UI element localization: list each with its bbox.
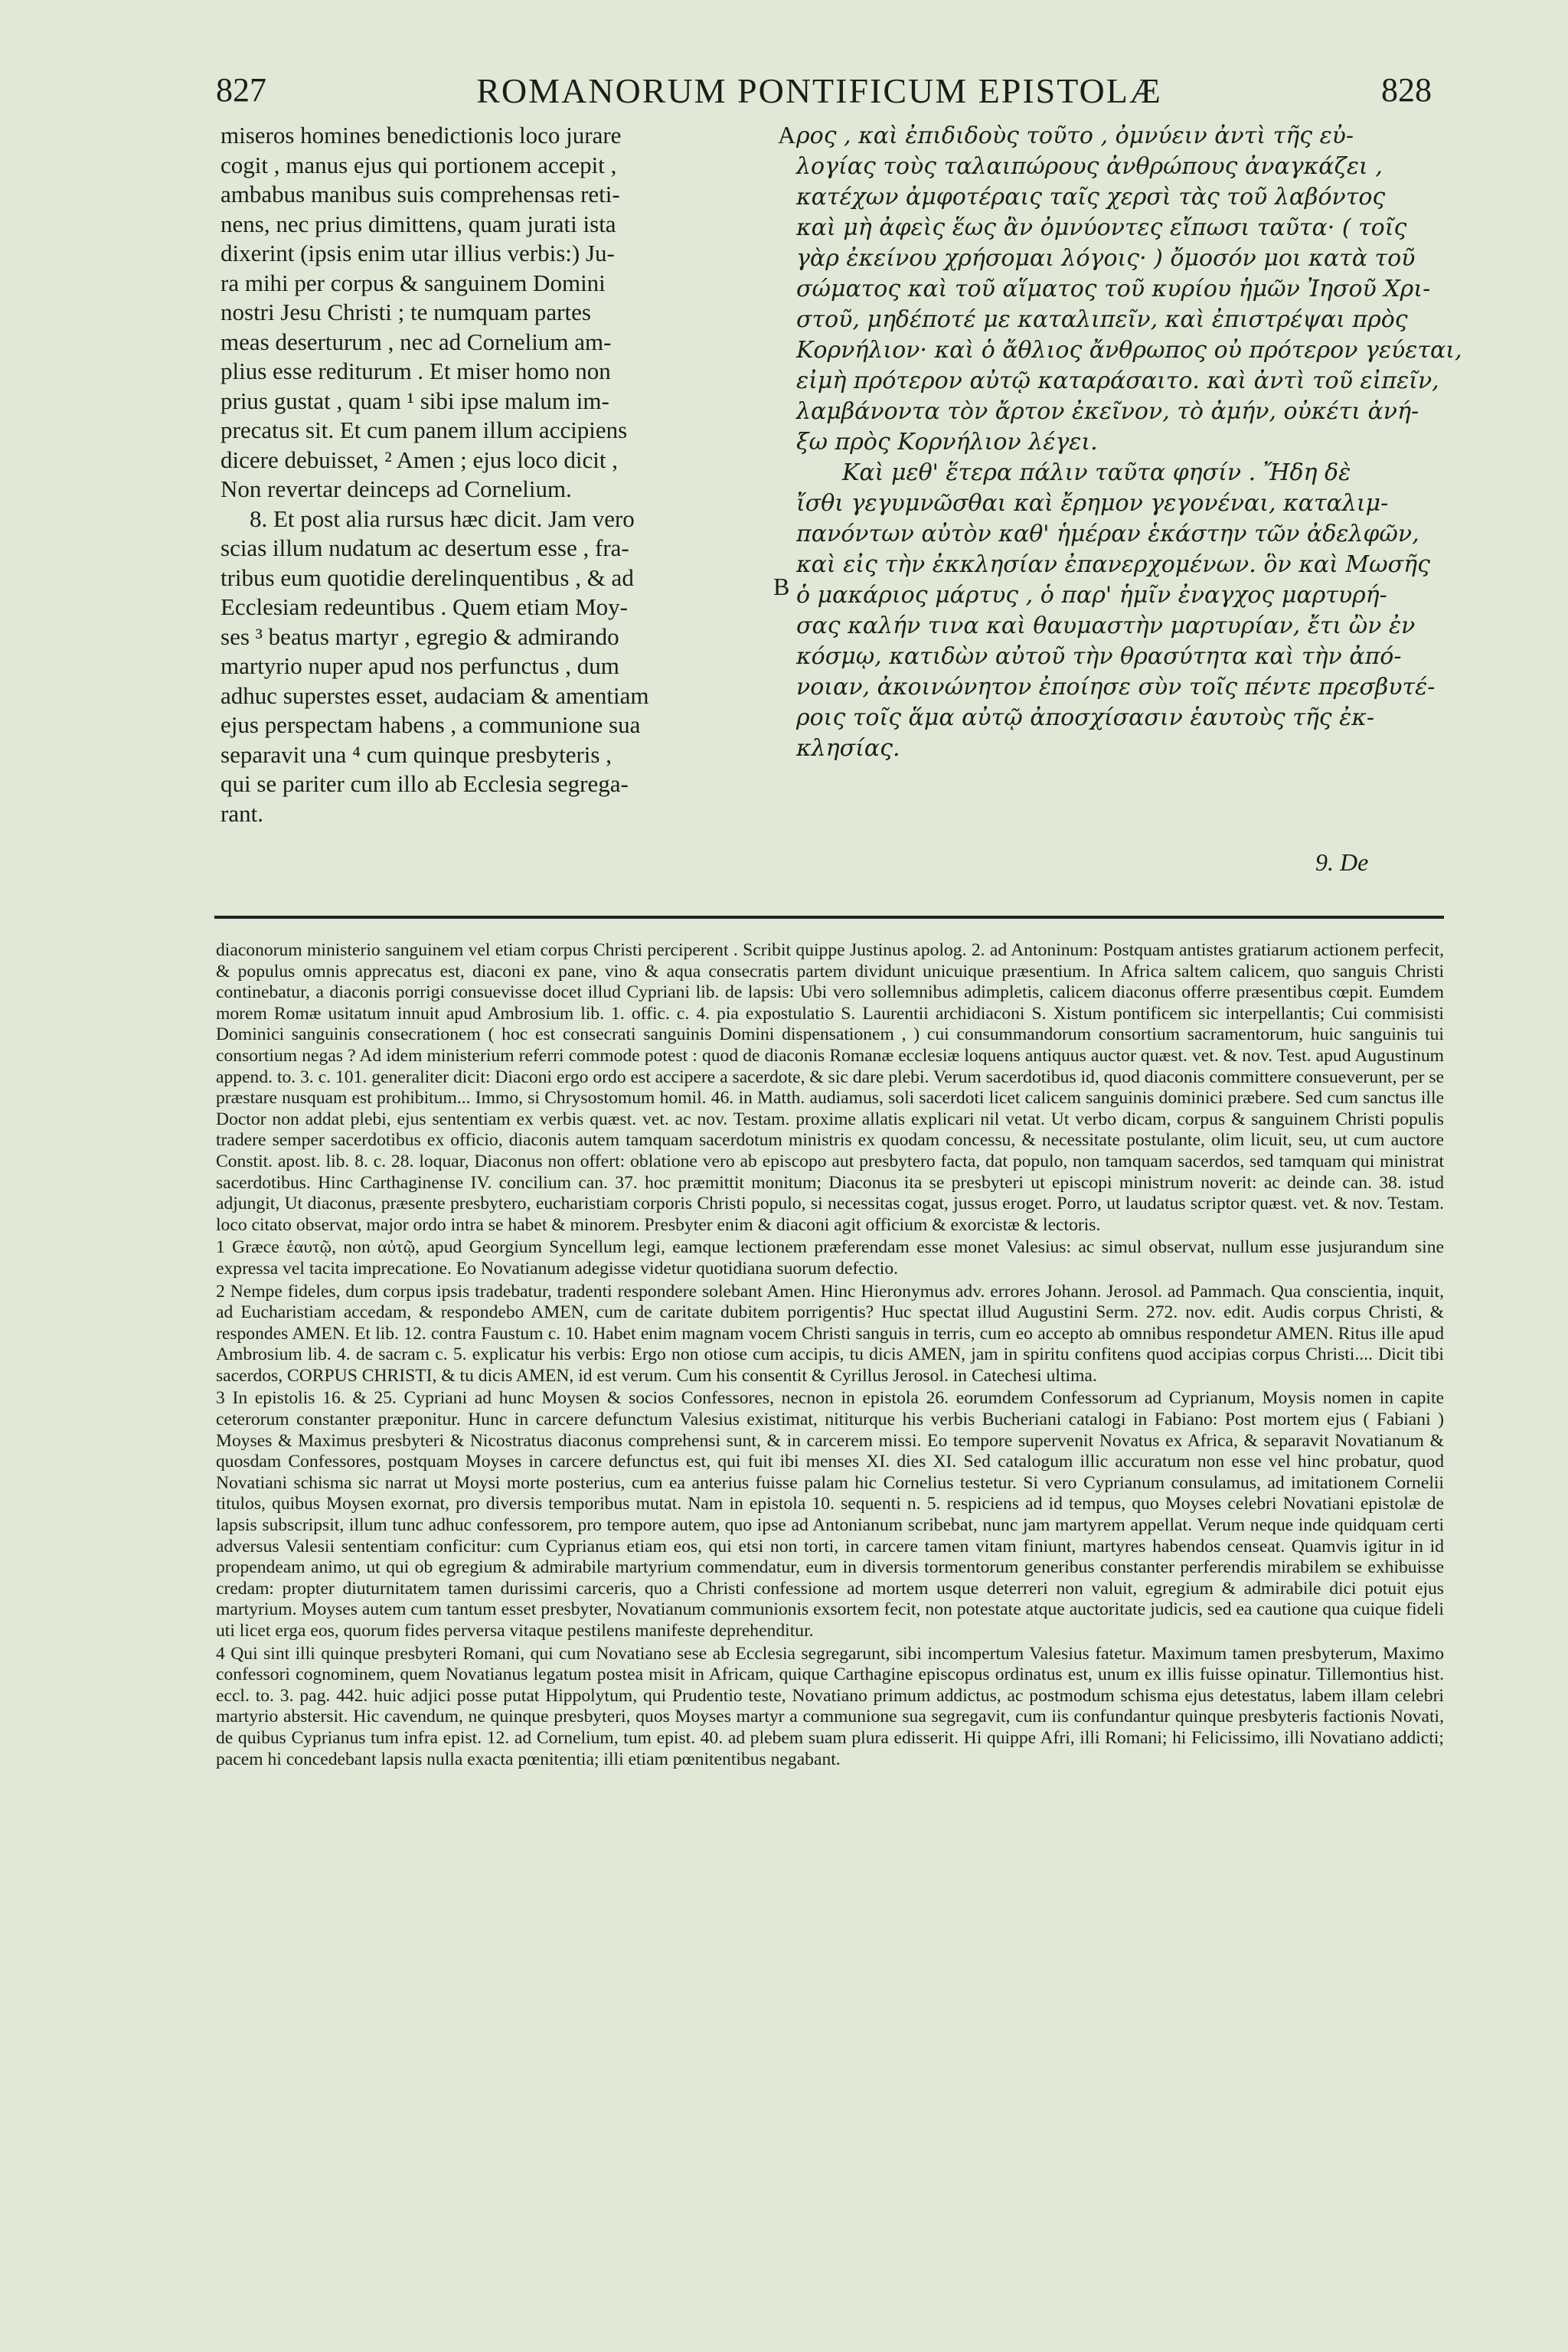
greek-line: κλησίας. [796,735,900,762]
latin-line: qui se pariter cum illo ab Ecclesia segrega- [220,770,629,797]
latin-line: nostri Jesu Christi ; te numquam partes [220,299,591,325]
greek-line: λαμβάνοντα τὸν ἄρτον ἐκεῖνον, τὸ ἀμήν, οὐκέτι ἀνή- [796,398,1419,425]
greek-column [796,121,1462,764]
greek-line: κόσμῳ, κατιδὼν αὐτοῦ τὴν θρασύτητα καὶ τὴν ἀπό- [796,643,1402,670]
latin-line: tribus eum quotidie derelinquentibus , & ad [220,564,634,591]
latin-line: martyrio nuper apud nos perfunctus , dum [220,652,619,679]
footnote-2: 2 Nempe fideles, dum corpus ipsis tradebatur, tradenti respondere solebant Amen. Hinc Hieronymus adv. errores Johann. Jerosol. ad Pammach. Qua conscientia, inquit, ad Eucharistiam accedam, & respondebo AMEN, cum de caritate dubitem porrigentis? Huc spectat illud Augustini Serm. 272. nov. edit. Audis corpus Christi, & respondes AMEN. Et lib. 12. contra Faustum c. 10. Habet enim magnam vocem Christi sanguis in terris, cum eo accepto ab omnibus respondetur AMEN. Ritus ille apud Ambrosium lib. 4. de sacram c. 5. explicatur his verbis: Ergo non otiose cum accipis, tu dicis AMEN, jam in spiritu confitens quod accipias corpus Christi.... Dicit tibi sacerdos, CORPUS CHRISTI, & tu dicis AMEN, id est verum. Cum his consentit & Cyrillus Jerosol. in Catechesi ultima. [216,1281,1444,1386]
latin-line: precatus sit. Et cum panem illum accipiens [220,416,628,443]
latin-line: cogit , manus ejus qui portionem accepit , [220,151,617,178]
footnote-continuation: diaconorum ministerio sanguinem vel etiam corpus Christi perciperent . Scribit quippe Justinus apolog. 2. ad Antoninum: Postquam antistes gratiarum actionem perfecit, & populus omnis apprecatus est, diaconi ex pane, vino & aqua consecratis partem dividunt unicuique præsentium. In Africa saltem calicem, quo sanguis Christi continebatur, a diaconis porrigi consuevisse docet illud Cypriani lib. de lapsis: Ubi vero sollemnibus adimpletis, calicem diaconus offerre præsentibus cœpit. Eumdem morem Romæ usitatum innuit apud Ambrosium lib. 1. offic. c. 4. pia expostulatio S. Laurentii archidiaconi S. Xistum pontificem sic interpellantis; Cui commisisti Dominici sanguinis consecrationem ( hoc est consecrati sanguinis Domini dispensationem , ) cui consummandorum consortium sacramentorum, huic sanguinis tui consortium negas ? Ad idem ministerium referri commode potest : quod de diaconis Romanæ ecclesiæ loquens antiquus auctor quæst. vet. & nov. Test. apud Augustinum append. to. 3. c. 101. generaliter dicit: Diaconi ergo ordo est accipere a sacerdote, & sic dare plebi. Verum sacerdotibus id, quod diaconis committere consueverunt, per se præstare nusquam est prohibitum... Immo, si Chrysostomum homil. 46. in Matth. audiamus, soli sacerdoti licet calicem sanguinis dominici præbere. Sed cum sanctus ille Doctor non addat plebi, ejus sententiam ex verbis quæst. vet. ac nov. Testam. proxime allatis explicari nil vetat. Ut verbo dicam, corpus & sanguinem Christi populis tradere semper sacerdotibus ex officio, diaconis autem tamquam sacerdotum ministris ex quodam concessu, & necessitate postulante, olim licuit, seu, ut cum auctore Constit. apost. lib. 8. c. 28. loquar, Diaconus non offert: oblatione vero ab episcopo aut presbytero facta, dat populo, non tamquam sacerdos, sed tamquam qui ministrat sacerdotibus. Hinc Carthaginense IV. concilium can. 37. hoc præmittit monitum; Diaconus ita se presbyteri ut episcopi ministrum noverit: ac deinde can. 38. istud adjungit, Ut diaconus, præsente presbytero, eucharistiam corporis Christi populo, si necessitas cogat, jussus eroget. Porro, ut laudatus scriptor quæst. vet. & nov. Testam. loco citato observat, major ordo intra se habet & minorem. Presbyter enim & diaconi agit officium & exorcistæ & lectoris. [216,940,1444,1235]
catchword: 9. De [1315,848,1369,876]
latin-line: ambabus manibus suis comprehensas reti- [220,181,620,207]
latin-line: dixerint (ipsis enim utar illius verbis:) Ju- [220,240,615,266]
greek-line: σας καλήν τινα καὶ θαυμαστὴν μαρτυρίαν, ἔτι ὢν ἐν [796,612,1416,639]
footnote-3: 3 In epistolis 16. & 25. Cypriani ad hunc Moysen & socios Confessores, necnon in epistola 26. eorumdem Confessorum ad Cyprianum, Moysis nomen in capite ceterorum constanter præponitur. Hunc in carcere defunctum Valesius existimat, nititurque his verbis Bucheriani catalogi in Fabiano: Post mortem ejus ( Fabiani ) Moyses & Maximus presbyteri & Nicostratus diaconus comprehensi sunt, & in carcerem missi. Eo tempore supervenit Novatus ex Africa, & separavit Novatianum & quosdam Confessores, postquam Moyses in carcere defunctus est, qui fuit ibi menses XI. dies XI. Sed catalogum illic accuratum non esse vel hinc probatur, quod Novatiani schisma sic narrat ut Moysi morte posterius, cum ea anterius fuisse palam hic Cornelius testetur. Si vero Cyprianum consulamus, ad imitationem Cornelii titulos, quibus Moysen exornat, pro diversis temporibus mutat. Nam in epistola 10. sequenti n. 5. respiciens ad id tempus, quo Moyses celebri Novatiani epistolæ de lapsis subscripsit, illum tunc adhuc confessorem, pro tempore autem, quo ipse ad Antonianum scribebat, nunc jam martyrem appellat. Verum neque inde quidquam certi adversus Valesii sententiam conficitur: cum Cyprianus etiam eos, qui etsi non torti, in carcere tamen vitam finiunt, martyres habendos censeat. Quamvis igitur in id propendeam animo, ut qui ob egregium & admirabile martyrium commendatur, eum in diversis tormentorum generibus constanter perferendis mirabilem se exhibuisse credam: propter diuturnitatem tamen durissimi carceris, quo a Christi confessione ad mortem usque deterreri non valuit, egregium & admirabile dici potuit ejus martyrium. Moyses autem cum tantum esset presbyter, Novatianum communionis exsortem fecit, non potestate atque auctoritate judicis, sed ea cautione qua cuique fideli uti licet erga eos, quorum fides perversa vitaque pestilens manifeste deprehenditur. [216,1388,1444,1641]
footnotes [216,940,1444,1770]
latin-line: prius gustat , quam ¹ sibi ipse malum im- [220,387,609,414]
greek-line: πανόντων αὐτὸν καθ' ἡμέραν ἑκάστην τῶν ἀδελφῶν, [796,521,1419,547]
latin-line: plius esse rediturum . Et miser homo non [220,358,611,384]
greek-line: σώματος καὶ τοῦ αἵματος τοῦ κυρίου ἡμῶν Ἰησοῦ Χρι- [796,276,1431,302]
greek-line: καὶ μὴ ἀφεὶς ἕως ἂν ὀμνύοντες εἴπωσι ταῦτα· ( τοῖς [796,214,1407,241]
latin-line: scias illum nudatum ac desertum esse , fra- [220,534,629,561]
latin-line: miseros homines benedictionis loco jurare [220,122,622,149]
latin-line: rant. [220,799,263,827]
greek-line: Καὶ μεθ' ἕτερα πάλιν ταῦτα φησίν . Ἤδη δὲ [842,459,1351,486]
greek-line: ξω πρὸς Κορνήλιον λέγει. [796,429,1098,456]
latin-line: separavit una ⁴ cum quinque presbyteris , [220,740,612,768]
greek-line: ἴσθι γεγυμνῶσθαι καὶ ἔρημον γεγονέναι, καταλιμ- [796,490,1389,517]
greek-line: λογίας τοὺς ταλαιπώρους ἀνθρώπους ἀναγκάζει , [796,153,1383,180]
page-number-left: 827 [216,71,266,109]
latin-line: ejus perspectam habens , a communione sua [220,711,641,738]
page-number-right: 828 [1381,71,1432,109]
latin-line: ses ³ beatus martyr , egregio & admirando [220,622,619,650]
latin-line: nens, nec prius dimittens, quam jurati ista [220,210,616,237]
greek-line: στοῦ, μηδέποτέ με καταλιπεῖν, καὶ ἐπιστρέψαι πρὸς [796,306,1408,333]
footnote-1: 1 Græce ἑαυτῷ, non αὐτῷ, apud Georgium Syncellum legi, eamque lectionem præferendam esse monet Valesius: ac simul observat, nullum esse jusjurandum sine expressa vel tacita imprecatione. Eo Novatianum adegisse videtur quotidiana suorum defectio. [216,1237,1444,1279]
latin-line: meas deserturum , nec ad Cornelium am- [220,328,612,355]
footnote-4: 4 Qui sint illi quinque presbyteri Romani, qui cum Novatiano sese ab Ecclesia segregarunt, sibi incompertum Valesius fatetur. Maximum tamen presbyterum, Maximo confessori cognominem, quem Novatianus legatum postea misit in Africam, quique Carthagine episcopus ordinatus est, unum ex illis fuisse opinatur. Tillemontius hist. eccl. to. 3. pag. 442. huic adjici posse putat Hippolytum, qui Prudentio teste, Novatiano primum addictus, ac postmodum schisma ejus detestatus, labem illam celebri martyrio abstersit. Hic cavendum, ne quinque presbyteri, quos Moyses martyr a communione sua segregavit, cum iis confundantur quinque presbyteris factionis Novati, de quibus Cyprianus tum infra epist. 12. ad Cornelium, tum epist. 40. ad plebem suam plura edisserit. Hi quippe Afri, illi Romani; hi Felicissimo, illi Novatiano addicti; pacem hi concedebant lapsis nulla exacta pœnitentia; illi etiam pœnitentibus negabant. [216,1643,1444,1769]
greek-line: ρος , καὶ ἐπιδιδοὺς τοῦτο , ὀμνύειν ἀντὶ τῆς εὐ- [796,122,1354,149]
greek-line: εἰμὴ πρότερον αὐτῷ καταράσαιτο. καὶ ἀντὶ τοῦ εἰπεῖν, [796,368,1439,394]
latin-line: Non revertar deinceps ad Cornelium. [220,475,572,502]
greek-line: γὰρ ἐκείνου χρήσομαι λόγοις· ) ὄμοσόν μοι κατὰ τοῦ [796,245,1416,272]
greek-line: νοιαν, ἀκοινώνητον ἐποίησε σὺν τοῖς πέντε πρεσβυτέ- [796,674,1436,701]
greek-line: ὁ μακάριος μάρτυς , ὁ παρ' ἡμῖν ἐναγχος μαρτυρή- [796,582,1387,609]
greek-line: ροις τοῖς ἅμα αὐτῷ ἀποσχίσασιν ἑαυτοὺς τῆς ἐκ- [796,704,1375,731]
latin-line: dicere debuisset, ² Amen ; ejus loco dicit , [220,446,618,473]
latin-column [220,121,772,828]
latin-line: ra mihi per corpus & sanguinem Domini [220,269,606,296]
latin-line: 8. Et post alia rursus hæc dicit. Jam vero [250,505,635,532]
latin-line: adhuc superstes esset, audaciam & amentiam [220,681,649,709]
footnote-divider [214,916,1444,919]
margin-letter-b: B [773,573,790,600]
greek-line: Κορνήλιον· καὶ ὁ ἄθλιος ἄνθρωπος οὐ πρότερον γεύεται, [796,337,1462,364]
page-header [207,70,1432,124]
latin-line: Ecclesiam redeuntibus . Quem etiam Moy- [220,593,629,620]
margin-letter-a: A [778,121,796,149]
greek-line: κατέχων ἀμφοτέραις ταῖς χερσὶ τὰς τοῦ λαβόντος [796,184,1386,211]
running-title: ROMANORUM PONTIFICUM EPISTOLÆ [476,71,1162,110]
greek-line: καὶ εἰς τὴν ἐκκλησίαν ἐπανερχομένων. ὃν καὶ Μωσῆς [796,551,1430,578]
